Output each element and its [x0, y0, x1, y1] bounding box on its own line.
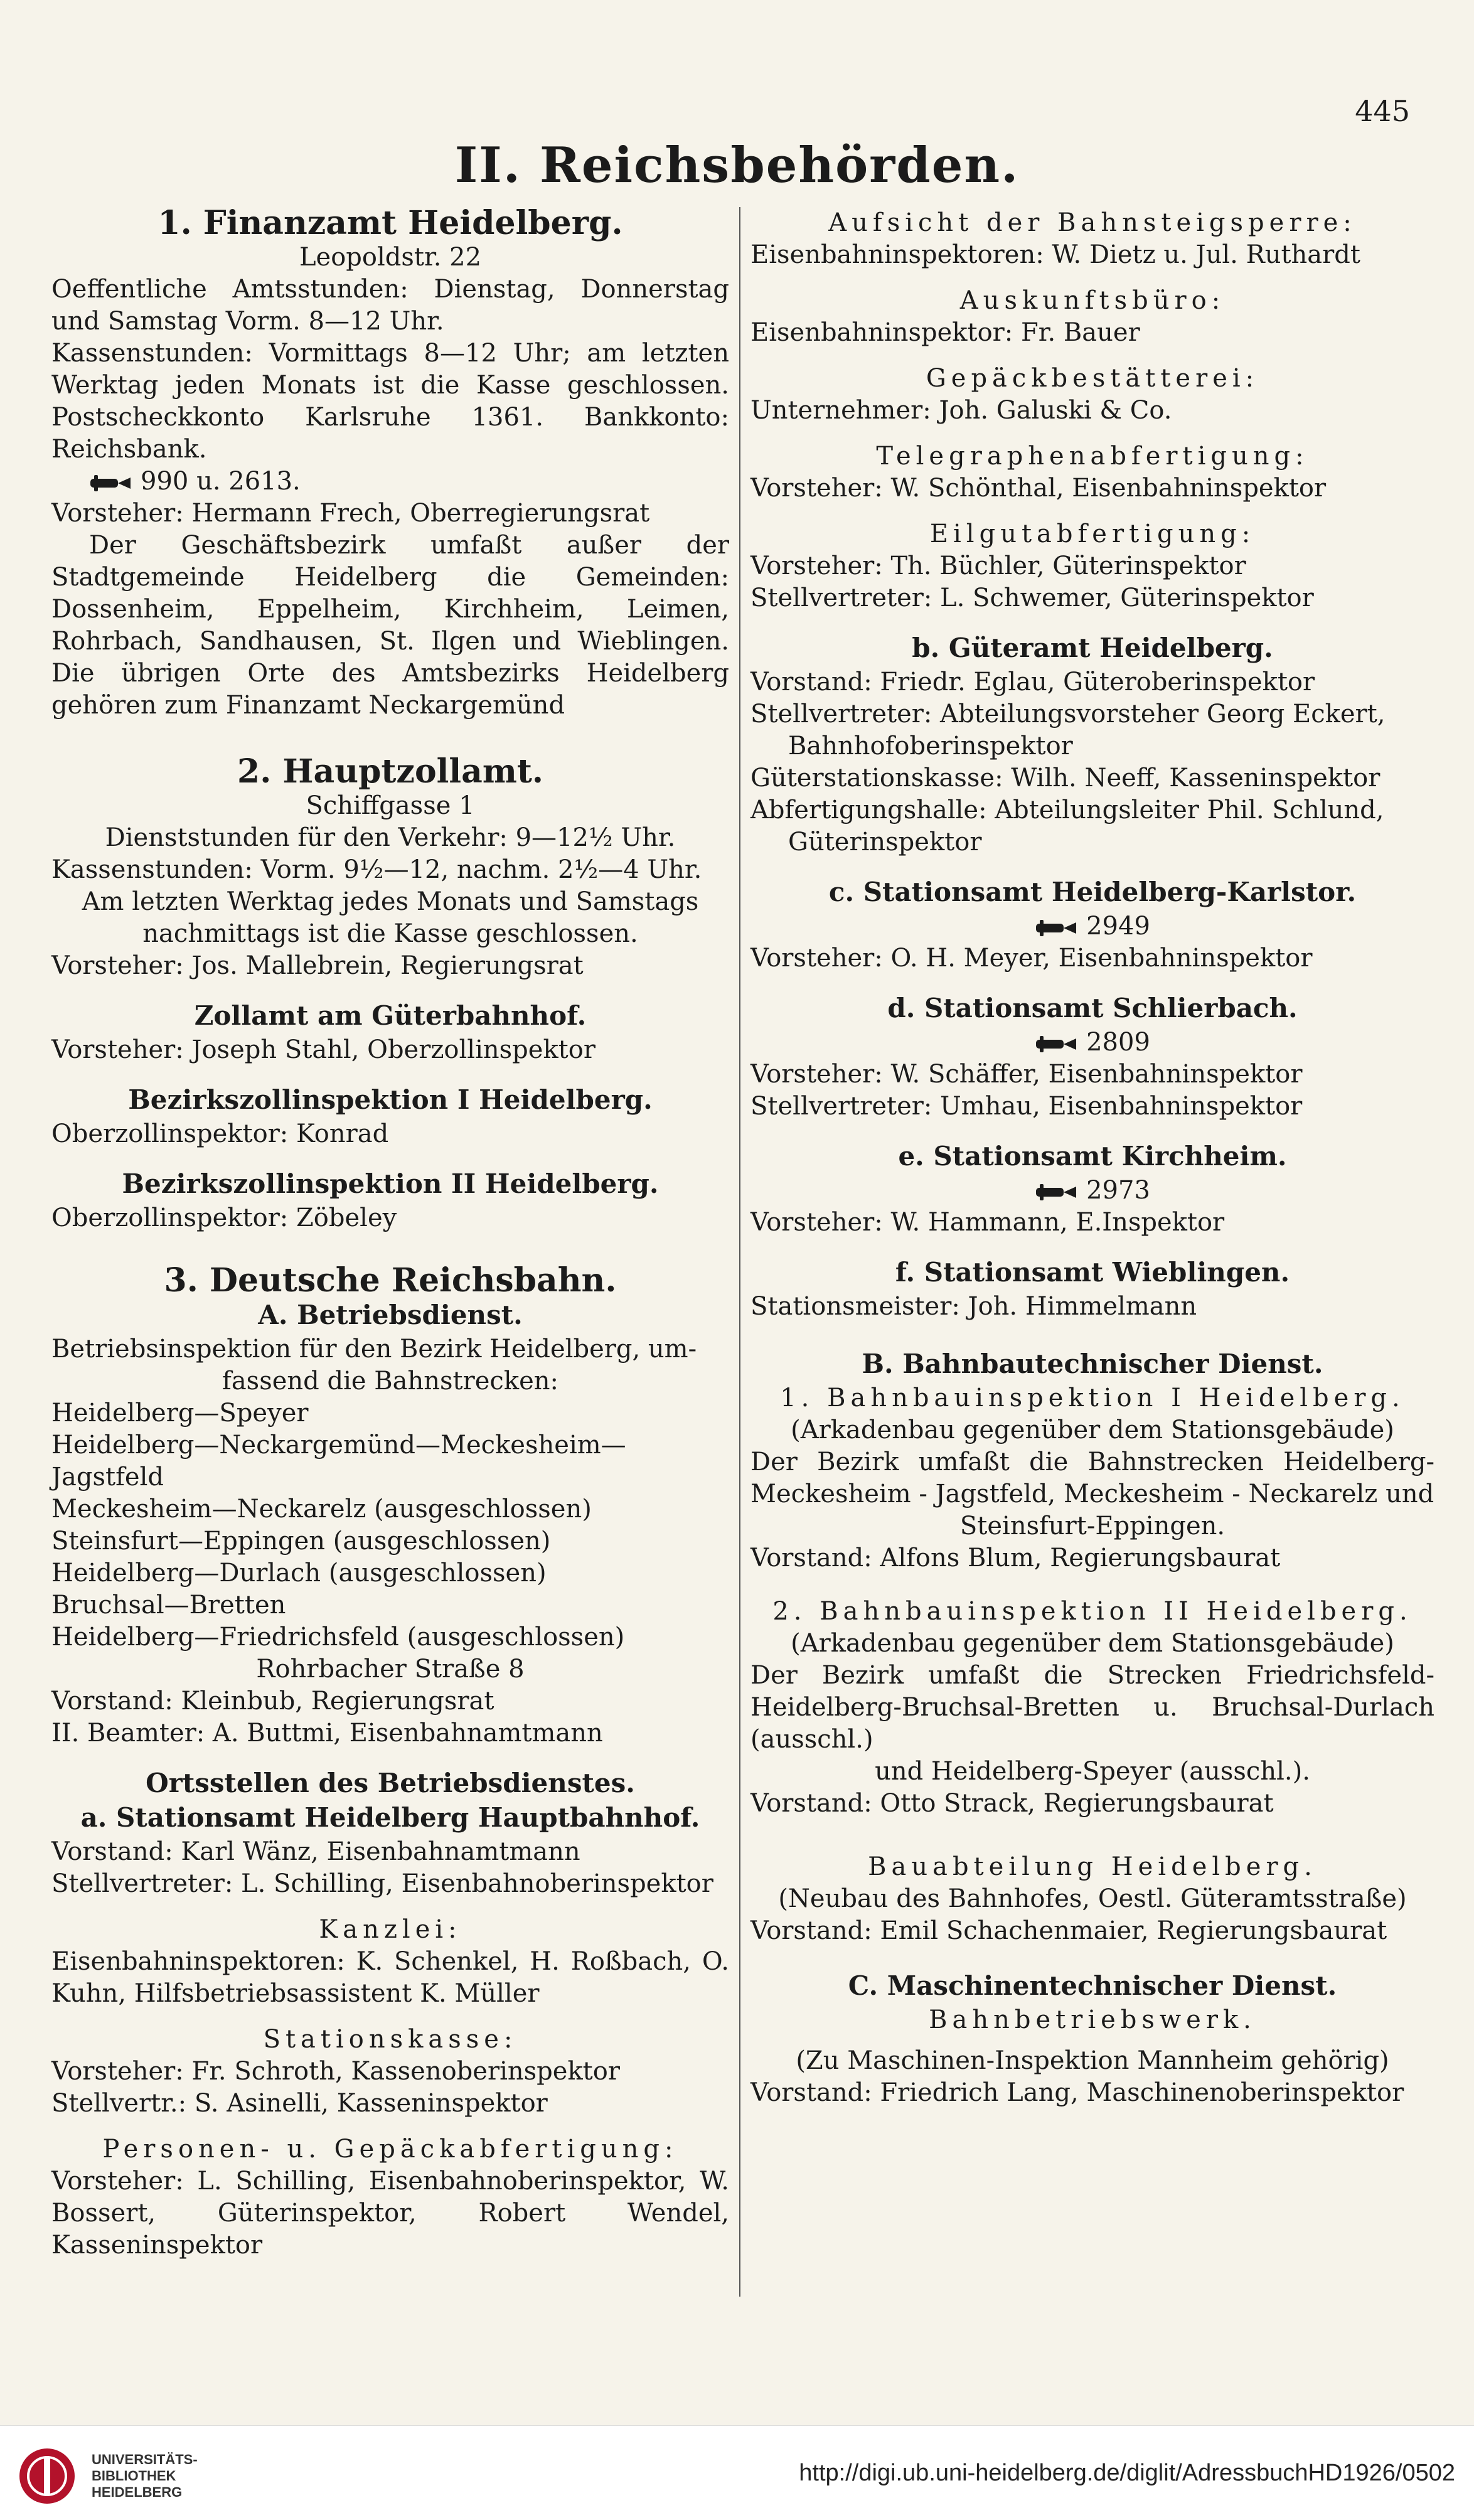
finanzamt-address: Leopoldstr. 22 — [299, 243, 482, 272]
hauptzollamt-vorsteher: Vorsteher: Jos. Mallebrein, Regierungsrat — [51, 951, 584, 980]
auskunft-heading: Auskunftsbüro: — [959, 286, 1226, 315]
bauabteilung-location: (Neubau des Bahnhofes, Oestl. Güteramtsstraße) — [778, 1884, 1407, 1913]
hauptzollamt-kassenstunden: Kassenstunden: Vorm. 9½—12, nachm. 2½—4 Uhr. — [51, 855, 702, 884]
right-column — [750, 207, 1434, 2109]
bzi2-title: Bezirkszollinspektion II Heidelberg. — [122, 1168, 659, 1199]
gueteramt-vorstand: Vorstand: Friedr. Eglau, Güteroberinspektor — [750, 668, 1315, 697]
finanzamt-bezirk: Der Geschäftsbezirk umfaßt außer der Stadtgemeinde Heidelberg die Gemeinden: Dossenheim, Eppelheim, Kirchheim, Leimen, Rohrbach, Sandhausen, St. Ilgen und Wieblingen. Die übrigen Orte des Amtsbezirks Heidelberg gehören zum Finanzamt Neckargemünd — [51, 531, 729, 720]
bahnbau-insp2-vorstand: Vorstand: Otto Strack, Regierungsbaurat — [750, 1789, 1274, 1818]
zollamt-vorsteher: Vorsteher: Joseph Stahl, Oberzollinspektor — [51, 1035, 595, 1064]
finanzamt-phone-number: 990 u. 2613. — [141, 467, 301, 496]
kirchheim-phone — [750, 1175, 1434, 1207]
gueteramt-title: b. Güteramt Heidelberg. — [912, 633, 1273, 663]
eilgut-vorsteher: Vorsteher: Th. Büchler, Güterinspektor — [750, 552, 1246, 580]
maschinen-werk: Bahnbetriebswerk. — [929, 2005, 1256, 2034]
telephone-icon — [1035, 1182, 1079, 1203]
column-divider — [739, 207, 740, 2297]
maschinen-vorstand: Vorstand: Friedrich Lang, Maschinenoberinspektor — [750, 2078, 1404, 2107]
bahnbau-insp1-bezirk: Der Bezirk umfaßt die Bahnstrecken Heidelberg-Meckesheim - Jagstfeld, Meckesheim - Neckarelz und — [750, 1448, 1434, 1508]
kanzlei-heading: Kanzlei: — [319, 1915, 462, 1944]
hauptzollamt-note-1: Am letzten Werktag jedes Monats und Samstags — [82, 887, 699, 916]
zollamt-title: Zollamt am Güterbahnhof. — [194, 1000, 587, 1031]
ortsstellen-title: Ortsstellen des Betriebsdienstes. — [146, 1768, 635, 1798]
stationskasse-vorsteher: Vorsteher: Fr. Schroth, Kassenoberinspektor — [51, 2057, 620, 2086]
stationskasse-stellvertreter: Stellvertr.: S. Asinelli, Kasseninspektor — [51, 2089, 548, 2118]
hauptzollamt-dienststunden: Dienststunden für den Verkehr: 9—12½ Uhr. — [105, 823, 676, 852]
hauptbahnhof-title: a. Stationsamt Heidelberg Hauptbahnhof. — [80, 1802, 700, 1833]
wieblingen-meister: Stationsmeister: Joh. Himmelmann — [750, 1292, 1197, 1321]
finanzamt-title: 1. Finanzamt Heidelberg. — [158, 204, 623, 242]
bahnbau-insp2-location: (Arkadenbau gegenüber dem Stationsgebäude) — [791, 1629, 1394, 1658]
bahnbau-insp1-location: (Arkadenbau gegenüber dem Stationsgebäude) — [791, 1416, 1394, 1444]
karlstor-phone — [750, 910, 1434, 942]
hauptzollamt-address: Schiffgasse 1 — [306, 791, 475, 820]
stationskasse-heading: Stationskasse: — [263, 2025, 518, 2054]
karlstor-title: c. Stationsamt Heidelberg-Karlstor. — [828, 877, 1357, 907]
bahnbau-insp2-title: 2. Bahnbauinspektion II Heidelberg. — [772, 1597, 1413, 1626]
page-title: II. Reichsbehörden. — [454, 137, 1020, 194]
bahnbau-insp1-vorstand: Vorstand: Alfons Blum, Regierungsbaurat — [750, 1544, 1281, 1572]
bahnbau-insp1-bezirk-2: Steinsfurt-Eppingen. — [959, 1512, 1226, 1540]
university-library-logo-icon — [13, 2445, 82, 2507]
reichsbahn-line-list — [51, 1397, 729, 1653]
page-number: 445 — [1355, 94, 1410, 128]
bauabteilung-vorstand: Vorstand: Emil Schachenmaier, Regierungsbaurat — [750, 1916, 1387, 1945]
hauptzollamt-note-2: nachmittags ist die Kasse geschlossen. — [142, 919, 638, 948]
bzi1-title: Bezirkszollinspektion I Heidelberg. — [128, 1084, 653, 1115]
library-name — [92, 2452, 198, 2501]
gueteramt-halle-1: Abfertigungshalle: Abteilungsleiter Phil. Schlund, — [750, 796, 1384, 825]
reichsbahn-line: Meckesheim—Neckarelz (ausgeschlossen) — [51, 1495, 592, 1524]
finanzamt-kassenstunden: Kassenstunden: Vormittags 8—12 Uhr; am letzten Werktag jeden Monats ist die Kasse geschlossen. Postscheckkonto Karlsruhe 1361. Bankkonto: Reichsbank. — [51, 339, 729, 464]
telephone-icon — [89, 472, 133, 494]
schlierbach-stellvertreter: Stellvertreter: Umhau, Eisenbahninspektor — [750, 1092, 1303, 1121]
schlierbach-phone — [750, 1027, 1434, 1059]
bahnbau-insp1-title: 1. Bahnbauinspektion I Heidelberg. — [780, 1384, 1405, 1412]
hauptbahnhof-vorstand: Vorstand: Karl Wänz, Eisenbahnamtmann — [51, 1837, 580, 1866]
gueteramt-stellvertreter-2: Bahnhofoberinspektor — [788, 732, 1073, 761]
hauptzollamt-title: 2. Hauptzollamt. — [237, 752, 543, 791]
source-url[interactable]: http://digi.ub.uni-heidelberg.de/diglit/AdressbuchHD1926/0502 — [799, 2460, 1455, 2486]
gueteramt-halle-2: Güterinspektor — [788, 828, 982, 857]
reichsbahn-intro-1: Betriebsinspektion für den Bezirk Heidelberg, um- — [51, 1335, 697, 1364]
reichsbahn-line: Heidelberg—Neckargemünd—Meckesheim—Jagstfeld — [51, 1431, 626, 1492]
reichsbahn-title: 3. Deutsche Reichsbahn. — [164, 1261, 617, 1300]
reichsbahn-line: Heidelberg—Durlach (ausgeschlossen) — [51, 1559, 547, 1588]
reichsbahn-line: Steinsfurt—Eppingen (ausgeschlossen) — [51, 1527, 551, 1556]
maschinen-title: C. Maschinentechnischer Dienst. — [848, 1970, 1337, 2001]
personen-staff: Vorsteher: L. Schilling, Eisenbahnoberinspektor, W. Bossert, Güterinspektor, Robert Wendel, Kasseninspektor — [51, 2167, 729, 2260]
aufsicht-staff: Eisenbahninspektoren: W. Dietz u. Jul. Ruthardt — [750, 240, 1360, 269]
gueteramt-kasse: Güterstationskasse: Wilh. Neeff, Kasseninspektor — [750, 764, 1381, 793]
bahnbau-title: B. Bahnbautechnischer Dienst. — [862, 1348, 1323, 1379]
footer-bar — [0, 2425, 1474, 2520]
library-logo — [13, 2445, 198, 2507]
karlstor-vorsteher: Vorsteher: O. H. Meyer, Eisenbahninspektor — [750, 944, 1313, 973]
schlierbach-phone-number: 2809 — [1086, 1028, 1150, 1057]
finanzamt-phone — [51, 466, 729, 498]
eilgut-heading: Eilgutabfertigung: — [929, 520, 1256, 548]
reichsbahn-line: Bruchsal—Bretten — [51, 1591, 286, 1620]
telephone-icon — [1035, 1033, 1079, 1055]
personen-heading: Personen- u. Gepäckabfertigung: — [102, 2135, 678, 2164]
reichsbahn-address: Rohrbacher Straße 8 — [256, 1655, 525, 1684]
eilgut-stellvertreter: Stellvertreter: L. Schwemer, Güterinspektor — [750, 584, 1314, 612]
reichsbahn-vorstand: Vorstand: Kleinbub, Regierungsrat — [51, 1687, 494, 1716]
reichsbahn-line: Heidelberg—Speyer — [51, 1399, 309, 1428]
auskunft-staff: Eisenbahninspektor: Fr. Bauer — [750, 318, 1140, 347]
reichsbahn-intro-2: fassend die Bahnstrecken: — [222, 1367, 558, 1396]
kirchheim-phone-number: 2973 — [1086, 1176, 1150, 1205]
logo-line-3: HEIDELBERG — [92, 2484, 183, 2500]
telegraph-staff: Vorsteher: W. Schönthal, Eisenbahninspektor — [750, 474, 1327, 503]
logo-line-2: BIBLIOTHEK — [92, 2468, 176, 2484]
left-column — [51, 204, 729, 2261]
reichsbahn-beamter: II. Beamter: A. Buttmi, Eisenbahnamtmann — [51, 1719, 603, 1748]
reichsbahn-subtitle: A. Betriebsdienst. — [258, 1300, 523, 1330]
gepaeck-heading: Gepäckbestätterei: — [926, 364, 1259, 393]
telephone-icon — [1035, 917, 1079, 939]
wieblingen-title: f. Stationsamt Wieblingen. — [895, 1257, 1290, 1288]
bahnbau-insp2-bezirk-2: und Heidelberg-Speyer (ausschl.). — [875, 1757, 1310, 1786]
reichsbahn-line: Heidelberg—Friedrichsfeld (ausgeschlossen) — [51, 1623, 625, 1652]
finanzamt-amtsstunden: Oeffentliche Amtsstunden: Dienstag, Donnerstag und Samstag Vorm. 8—12 Uhr. — [51, 275, 729, 336]
kirchheim-title: e. Stationsamt Kirchheim. — [898, 1141, 1287, 1172]
karlstor-phone-number: 2949 — [1086, 912, 1150, 941]
kirchheim-vorsteher: Vorsteher: W. Hammann, E.Inspektor — [750, 1208, 1225, 1237]
logo-line-1: UNIVERSITÄTS- — [92, 2452, 198, 2467]
aufsicht-heading: Aufsicht der Bahnsteigsperre: — [828, 208, 1357, 237]
schlierbach-vorsteher: Vorsteher: W. Schäffer, Eisenbahninspektor — [750, 1060, 1303, 1089]
hauptbahnhof-stellvertreter: Stellvertreter: L. Schilling, Eisenbahnoberinspektor — [51, 1869, 713, 1898]
bzi1-person: Oberzollinspektor: Konrad — [51, 1119, 389, 1148]
kanzlei-staff: Eisenbahninspektoren: K. Schenkel, H. Roßbach, O. Kuhn, Hilfsbetriebsassistent K. Müller — [51, 1947, 729, 2008]
maschinen-location: (Zu Maschinen-Inspektion Mannheim gehörig) — [796, 2046, 1389, 2075]
bahnbau-insp2-bezirk: Der Bezirk umfaßt die Strecken Friedrichsfeld-Heidelberg-Bruchsal-Bretten u. Bruchsal-Durlach (ausschl.) — [750, 1661, 1434, 1754]
telegraph-heading: Telegraphenabfertigung: — [876, 442, 1309, 471]
gueteramt-stellvertreter-1: Stellvertreter: Abteilungsvorsteher Georg Eckert, — [750, 700, 1386, 729]
bauabteilung-title: Bauabteilung Heidelberg. — [868, 1852, 1317, 1881]
gepaeck-staff: Unternehmer: Joh. Galuski & Co. — [750, 396, 1172, 425]
schlierbach-title: d. Stationsamt Schlierbach. — [887, 993, 1298, 1023]
finanzamt-vorsteher: Vorsteher: Hermann Frech, Oberregierungsrat — [51, 499, 650, 528]
bzi2-person: Oberzollinspektor: Zöbeley — [51, 1204, 397, 1232]
